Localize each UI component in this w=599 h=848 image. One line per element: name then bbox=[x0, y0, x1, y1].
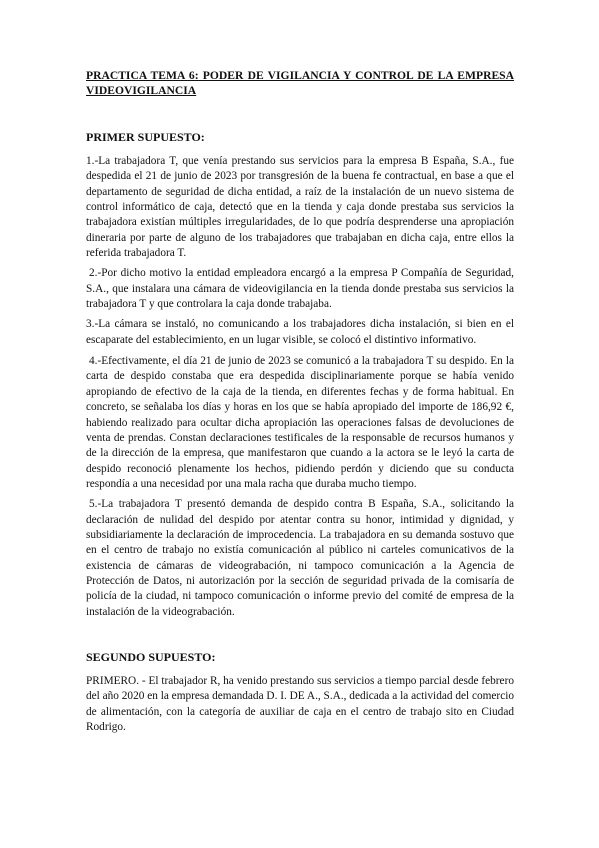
section-segundo-supuesto bbox=[86, 650, 514, 735]
paragraph: 4.-Efectivamente, el día 21 de junio de 2023 se comunicó a la trabajadora T su despido. En la carta de despido constaba que era despedida disciplinariamente porque se había venido apropiando de efectivo de la caja de la tienda, en diferentes fechas y de forma habitual. En concreto, se señalaba los días y horas en los que se había apropiado del importe de 186,92 €, habiendo realizado para ocultar dicha apropiación las operaciones falsas de devoluciones de venta de prendas. Constan declaraciones testificales de la responsable de recursos humanos y de la dirección de la empresa, que manifestaron que cuando a la actora se le leyó la carta de despido reconoció plenamente los hechos, pidiendo perdón y diciendo que su conducta respondía a una necesidad por una mala racha que duraba mucho tiempo. bbox=[86, 355, 514, 490]
document-page bbox=[86, 68, 514, 735]
paragraph: PRIMERO. - El trabajador R, ha venido prestando sus servicios a tiempo parcial desde febrero del año 2020 en la empresa demandada D. I. DE A., S.A., dedicada a la actividad del comercio de alimentación, con la categoría de auxiliar de caja en el centro de trabajo sito en Ciudad Rodrigo. bbox=[86, 674, 514, 733]
document-title: PRACTICA TEMA 6: PODER DE VIGILANCIA Y CONTROL DE LA EMPRESA VIDEOVIGILANCIA bbox=[86, 69, 514, 97]
paragraph: 5.-La trabajadora T presentó demanda de despido contra B España, S.A., solicitando la declaración de nulidad del despido por atentar contra su honor, intimidad y dignidad, y subsidiariamente la declaración de improcedencia. La trabajadora en su demanda sostuvo que en el centro de trabajo no existía comunicación al público ni carteles comunicativos de la existencia de cámaras de videograbación, ni tampoco comunicación a la Agencia de Protección de Datos, ni autorización por la sección de seguridad privada de la comisaría de policía de la ciudad, ni tampoco comunicación o informe previo del comité de empresa de la instalación de la videograbación. bbox=[86, 498, 514, 618]
section-primer-supuesto bbox=[86, 130, 514, 620]
paragraph: 1.-La trabajadora T, que venía prestando sus servicios para la empresa B España, S.A., fue despedida el 21 de junio de 2023 por transgresión de la buena fe contractual, en base a que el departamento de seguridad de dicha entidad, a raíz de la instalación de un nuevo sistema de control informático de caja, detectó que en la tienda y caja donde prestaba sus servicios la trabajadora existían múltiples irregularidades, de lo que podría desprenderse una apropiación dineraria por parte de alguno de los trabajadores que trabajaban en dicha caja, entre ellos la referida trabajadora T. bbox=[86, 155, 514, 260]
paragraph: 3.-La cámara se instaló, no comunicando a los trabajadores dicha instalación, si bien en el escaparate del establecimiento, en un lugar visible, se colocó el distintivo informativo. bbox=[86, 318, 514, 346]
section-heading: SEGUNDO SUPUESTO: bbox=[86, 649, 216, 664]
paragraph: 2.-Por dicho motivo la entidad empleadora encargó a la empresa P Compañía de Seguridad, S.A., que instalara una cámara de videovigilancia en la tienda donde prestaba sus servicios la trabajadora T y que controlara la caja donde trabajaba. bbox=[86, 267, 514, 311]
section-heading: PRIMER SUPUESTO: bbox=[86, 130, 205, 144]
